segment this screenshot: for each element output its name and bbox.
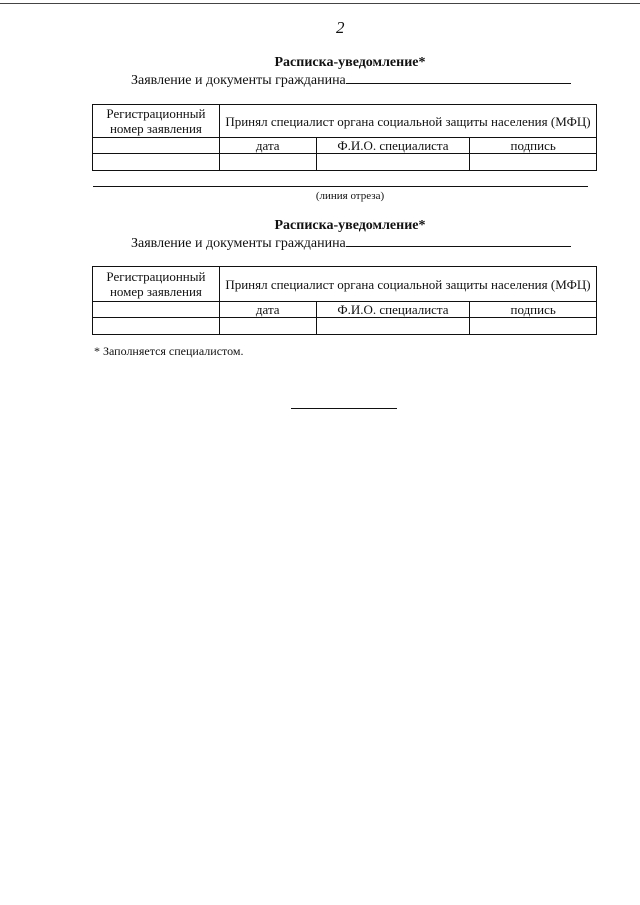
reg-number-header: Регистрационный номер заявления [93, 267, 220, 302]
column-header-specialist: Ф.И.О. специалиста [316, 138, 470, 154]
top-border-line [0, 3, 640, 4]
column-header-signature: подпись [470, 302, 597, 318]
subtitle-text: Заявление и документы гражданина [131, 236, 346, 251]
reg-number-header: Регистрационный номер заявления [93, 105, 220, 138]
receipt-title: Расписка-уведомление* [274, 218, 426, 233]
receipt-subtitle [131, 71, 571, 89]
specialist-name-cell[interactable] [316, 154, 470, 171]
citizen-name-line [346, 234, 571, 247]
signature-cell[interactable] [470, 154, 597, 171]
subtitle-text: Заявление и документы гражданина [131, 73, 346, 88]
accepted-by-header: Принял специалист органа социальной защиты населения (МФЦ) [219, 105, 596, 138]
receipt-title: Расписка-уведомление* [274, 55, 426, 70]
column-header-signature: подпись [470, 138, 597, 154]
date-cell[interactable] [219, 318, 316, 335]
cut-line-label: (линия отреза) [315, 190, 385, 202]
column-header-date: дата [219, 138, 316, 154]
column-header-date: дата [219, 302, 316, 318]
reg-number-value-cell[interactable] [93, 154, 220, 171]
cut-line [93, 186, 588, 187]
column-header-specialist: Ф.И.О. специалиста [316, 302, 470, 318]
receipt-table [92, 266, 597, 335]
reg-number-value-cell[interactable] [93, 318, 220, 335]
specialist-name-cell[interactable] [316, 318, 470, 335]
footnote: * Заполняется специалистом. [94, 344, 244, 358]
signature-cell[interactable] [470, 318, 597, 335]
receipt-table [92, 104, 597, 171]
date-cell[interactable] [219, 154, 316, 171]
reg-number-cell[interactable] [93, 302, 220, 318]
receipt-subtitle [131, 234, 571, 252]
page-number: 2 [336, 18, 345, 37]
reg-number-cell[interactable] [93, 138, 220, 154]
accepted-by-header: Принял специалист органа социальной защиты населения (МФЦ) [219, 267, 596, 302]
citizen-name-line [346, 71, 571, 84]
end-rule [291, 408, 397, 409]
